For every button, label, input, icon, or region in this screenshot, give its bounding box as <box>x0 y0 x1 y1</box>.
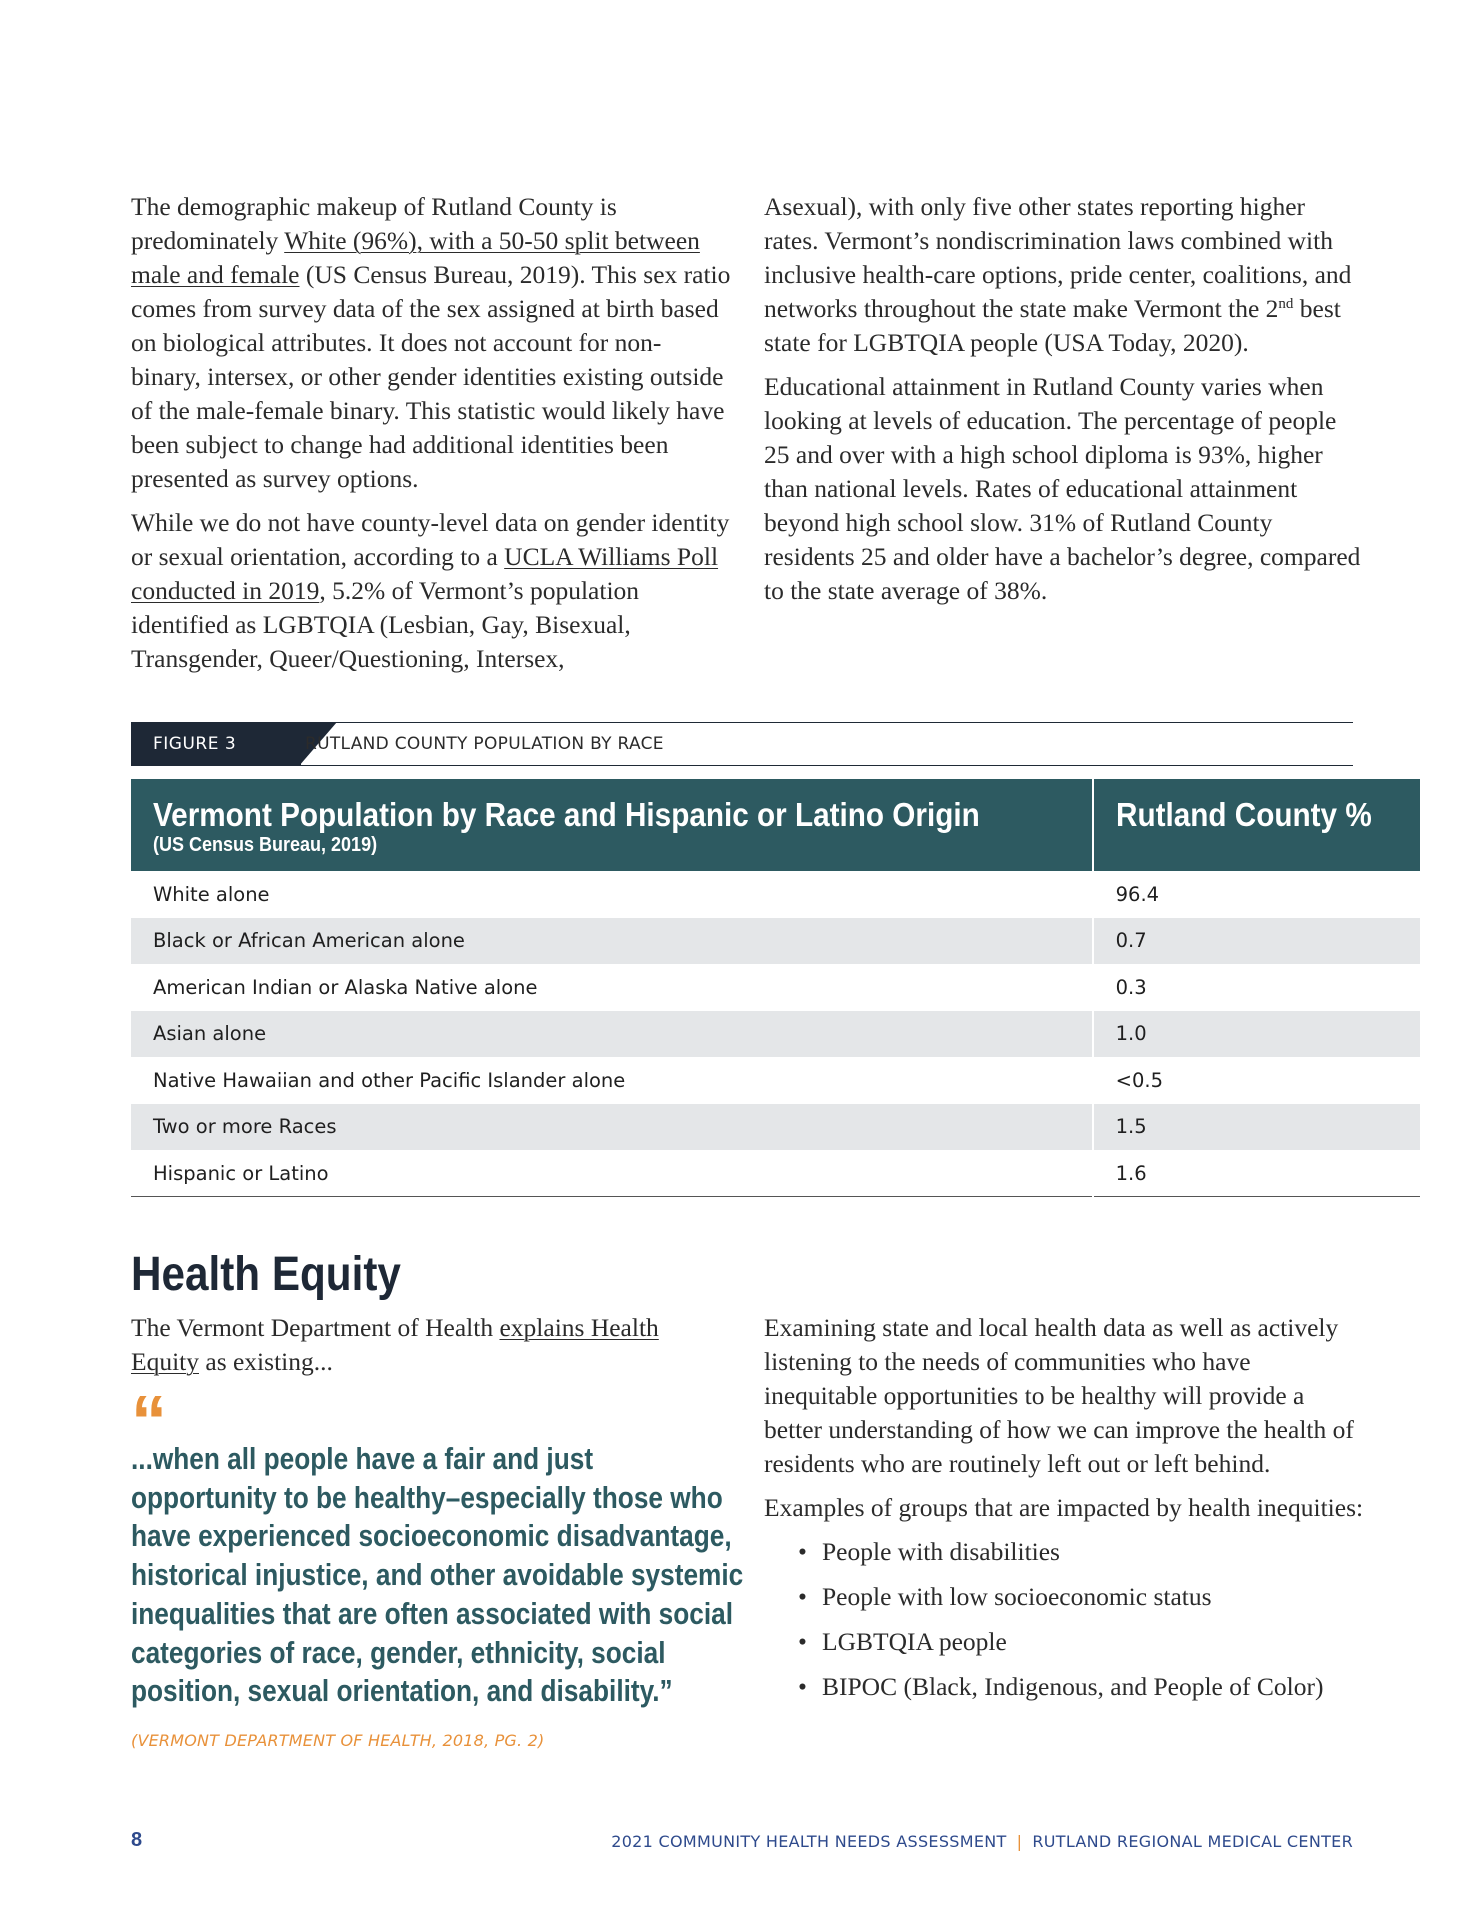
table-cell-value: <0.5 <box>1093 1057 1420 1104</box>
intro-text: While we do not have county-level data on gender identity or sexual orientation, according to a <box>131 508 730 571</box>
footer-separator: | <box>1016 1832 1023 1851</box>
list-item: • People with disabilities <box>764 1535 1364 1569</box>
intro-right-column <box>764 190 1364 618</box>
intro-paragraph-1 <box>131 190 731 496</box>
table-row <box>131 964 1420 1011</box>
quote-citation: (VERMONT DEPARTMENT OF HEALTH, 2018, PG. 2) <box>131 1731 545 1750</box>
health-equity-paragraph: Examining state and local health data as well as actively listening to the needs of communities who have inequitable opportunities to be healthy will provide a better understanding of how we can improve the health of residents who are routinely left out or left behind. <box>764 1313 1354 1478</box>
groups-intro: Examples of groups that are impacted by health inequities: <box>764 1493 1364 1522</box>
quote-line: position, sexual orientation, and disability.” <box>131 1674 673 1709</box>
quote-line: categories of race, gender, ethnicity, social <box>131 1635 666 1670</box>
health-equity-left-column <box>131 1311 731 1389</box>
table-cell-label: Two or more Races <box>131 1104 1093 1151</box>
table-cell-value: 0.3 <box>1093 964 1420 1011</box>
section-heading-health-equity: Health Equity <box>131 1248 401 1301</box>
quote-line: have experienced socioeconomic disadvantage, <box>131 1519 732 1554</box>
table-cell-label: American Indian or Alaska Native alone <box>153 975 538 999</box>
intro-paragraph-3 <box>764 190 1364 360</box>
footer <box>611 1832 1353 1851</box>
intro-text: as existing... <box>199 1347 333 1376</box>
health-equity-link[interactable]: explains Health Equity <box>131 1313 659 1376</box>
intro-text: Asexual), with only five other states reporting higher rates. Vermont’s nondiscrimination laws combined with inclusive health-care options, pride center, coalitions, and networks throughout the state make Vermont the 2 <box>764 192 1352 323</box>
quote-mark-icon: “ <box>131 1382 167 1462</box>
table-cell-value: 96.4 <box>1093 871 1420 918</box>
pull-quote <box>131 1440 751 1711</box>
intro-text: The demographic makeup of Rutland County is predominately <box>131 192 617 255</box>
quote-line: ...when all people have a fair and just <box>131 1442 594 1476</box>
table-cell-label: White alone <box>153 882 270 906</box>
health-equity-right-column <box>764 1311 1364 1715</box>
table-cell-value: 1.5 <box>1093 1104 1420 1151</box>
table-header-value <box>1093 779 1420 871</box>
ucla-poll-link[interactable]: UCLA Williams Poll conducted in 2019 <box>131 542 719 605</box>
intro-paragraph-4: Educational attainment in Rutland County varies when looking at levels of education. The percentage of people 25 and over with a high school diploma is 93%, higher than national levels. Rates of educational attainment beyond high school slow. 31% of Rutland County residents 25 and older have a bachelor’s degree, compared to the state average of 38%. <box>764 372 1361 605</box>
list-item: • LGBTQIA people <box>764 1625 1364 1659</box>
table-row <box>131 1057 1420 1104</box>
intro-left-column <box>131 190 731 686</box>
intro-paragraph-2 <box>131 506 731 676</box>
intro-text: (US Census Bureau, 2019). This sex ratio comes from survey data of the sex assigned at birth based on biological attributes. It does not account for non-binary, intersex, or other gender identities existing outside of the male-female binary. This statistic would likely have been subject to change had additional identities been presented as survey options. <box>131 260 731 493</box>
table-row <box>131 1011 1420 1058</box>
table-row <box>131 918 1420 965</box>
table-cell-value: 0.7 <box>1093 918 1420 965</box>
table-row <box>131 1104 1420 1151</box>
table-header-row <box>131 779 1420 871</box>
ordinal-suffix: nd <box>1278 296 1294 312</box>
table-header-source: (US Census Bureau, 2019) <box>153 834 378 856</box>
table-cell-label: Black or African American alone <box>131 918 1093 965</box>
intro-text: best state for LGBTQIA people (USA Today, 2020). <box>764 294 1341 357</box>
table-row <box>131 871 1420 918</box>
table-cell-value: 1.0 <box>1093 1011 1420 1058</box>
figure-number: FIGURE 3 <box>131 722 301 766</box>
quote-line: inequalities that are often associated with social <box>131 1596 733 1631</box>
figure-caption-bar <box>131 722 1353 766</box>
table-header-category <box>131 779 1093 871</box>
table-cell-label: Native Hawaiian and other Pacific Islander alone <box>153 1068 626 1092</box>
list-item: • People with low socioeconomic status <box>764 1580 1364 1614</box>
intro-text: The Vermont Department of Health <box>131 1313 500 1342</box>
table-header-value-label: Rutland County % <box>1115 796 1372 833</box>
footer-report-title: 2021 COMMUNITY HEALTH NEEDS ASSESSMENT <box>611 1832 1007 1851</box>
race-population-table <box>131 779 1420 1197</box>
census-link[interactable]: White (96%), with a 50-50 split between male and female <box>131 226 700 289</box>
intro-text: , 5.2% of Vermont’s population identified as LGBTQIA (Lesbian, Gay, Bisexual, Transgender, Queer/Questioning, Intersex, <box>131 576 640 673</box>
list-item: • BIPOC (Black, Indigenous, and People of Color) <box>764 1670 1364 1704</box>
quote-line: opportunity to be healthy–especially those who <box>131 1480 723 1515</box>
table-row <box>131 1150 1420 1197</box>
footer-organization: RUTLAND REGIONAL MEDICAL CENTER <box>1032 1832 1353 1851</box>
page-number: 8 <box>131 1829 143 1851</box>
table-header-title: Vermont Population by Race and Hispanic or Latino Origin <box>153 796 980 833</box>
table-cell-value: 1.6 <box>1093 1150 1420 1197</box>
figure-title: RUTLAND COUNTY POPULATION BY RACE <box>305 734 664 754</box>
groups-list <box>764 1535 1364 1704</box>
table-cell-label: Hispanic or Latino <box>131 1150 1093 1197</box>
table-cell-label: Asian alone <box>131 1011 1093 1058</box>
quote-line: historical injustice, and other avoidable systemic <box>131 1558 744 1593</box>
health-equity-intro <box>131 1311 731 1379</box>
